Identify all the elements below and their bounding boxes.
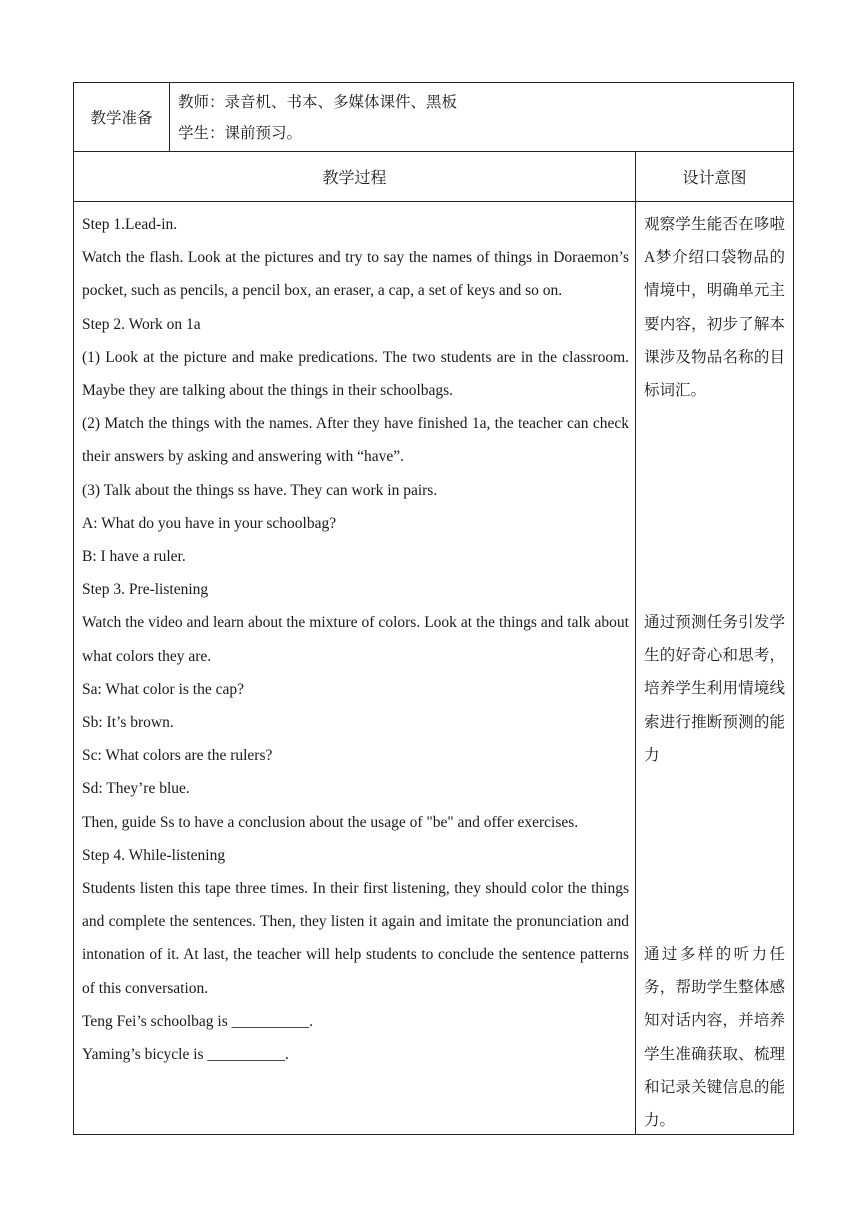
dialog-line: A: What do you have in your schoolbag? xyxy=(82,514,337,532)
step3-conclusion: Then, guide Ss to have a conclusion about the usage of "be" and offer exercises. xyxy=(82,813,579,831)
prep-content xyxy=(170,83,794,152)
dialog-line: B: I have a ruler. xyxy=(82,548,186,566)
dialog-line: Sb: It’s brown. xyxy=(82,714,174,732)
step3-text: Watch the video and learn about the mixture of colors. Look at the things and talk about what colors they are. xyxy=(82,614,629,665)
header-row xyxy=(74,152,794,202)
dialog-line: Sc: What colors are the rulers? xyxy=(82,747,273,765)
lesson-plan-table xyxy=(73,82,794,1135)
step4-text: Students listen this tape three times. In their first listening, they should color the things and complete the sentences. Then, they listen it again and imitate the pronunciation and intonation of it. At last, the teacher will help students to conclude the sentence patterns of this conversation. xyxy=(82,880,629,997)
fill-blank-line: Teng Fei’s schoolbag is __________. xyxy=(82,1012,313,1030)
step1-title: Step 1.Lead-in. xyxy=(82,216,178,233)
dialog-line: Sa: What color is the cap? xyxy=(82,680,244,698)
process-header: 教学过程 xyxy=(74,152,636,202)
step2-item2: (2) Match the things with the names. After they have finished 1a, the teacher can check their answers by asking and answering with “have”. xyxy=(82,415,629,466)
step4-title: Step 4. While-listening xyxy=(82,846,226,864)
dialog-line: Sd: They’re blue. xyxy=(82,780,190,798)
prep-student: 学生：课前预习。 xyxy=(178,125,303,142)
prep-row xyxy=(74,83,794,152)
step1-text: Watch the flash. Look at the pictures and try to say the names of things in Doraemon’s pocket, such as pencils, a pencil box, an eraser, a cap, a set of keys and so on. xyxy=(82,249,629,300)
intent-cell xyxy=(636,202,794,1135)
prep-teacher: 教师：录音机、书本、多媒体课件、黑板 xyxy=(178,94,458,111)
intent-step1-2: 观察学生能否在哆啦A梦介绍口袋物品的情境中，明确单元主要内容，初步了解本课涉及物品名称的目标词汇。 xyxy=(644,216,786,400)
intent-header: 设计意图 xyxy=(636,152,794,202)
prep-label: 教学准备 xyxy=(74,83,170,152)
step2-item1: (1) Look at the picture and make predications. The two students are in the classroom. Maybe they are talking about the things in their schoolbags. xyxy=(82,348,629,400)
intent-step4: 通过多样的听力任务，帮助学生整体感知对话内容，并培养学生准确获取、梳理和记录关键信息的能力。 xyxy=(644,946,786,1130)
fill-blank-line: Yaming’s bicycle is __________. xyxy=(82,1046,289,1064)
step2-item3: (3) Talk about the things ss have. They can work in pairs. xyxy=(82,481,438,499)
intent-step3: 通过预测任务引发学生的好奇心和思考，培养学生利用情境线索进行推断预测的能力 xyxy=(644,614,786,764)
process-cell xyxy=(74,202,636,1135)
step2-title: Step 2. Work on 1a xyxy=(82,315,201,333)
body-row xyxy=(74,202,794,1135)
lesson-plan-page xyxy=(73,82,793,1135)
step3-title: Step 3. Pre-listening xyxy=(82,581,209,599)
